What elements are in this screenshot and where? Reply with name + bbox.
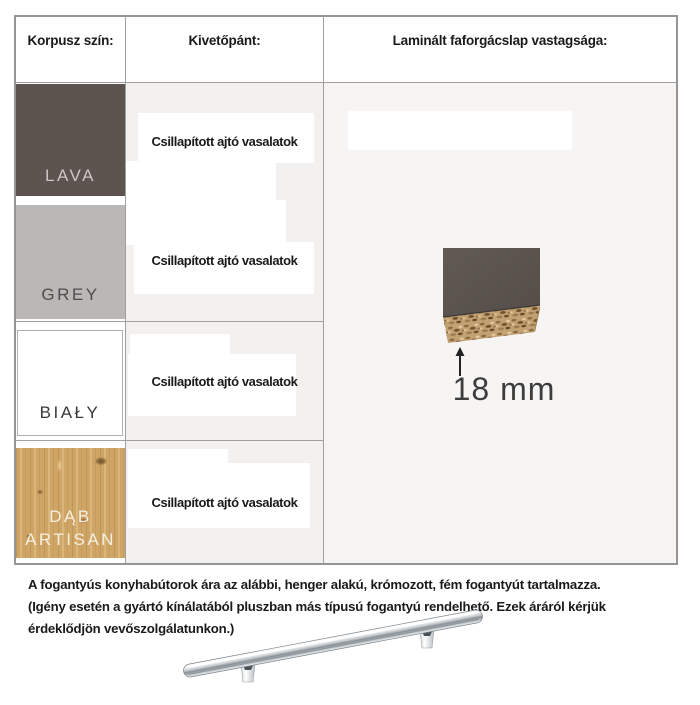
white-patch xyxy=(348,111,572,150)
thickness-value: 18 mm xyxy=(452,371,556,407)
thickness-cell xyxy=(324,83,676,563)
white-patch xyxy=(126,200,286,245)
lava-label: LAVA xyxy=(45,166,96,186)
bialy-swatch xyxy=(17,330,123,436)
header-korpusz-szin-label: Korpusz szín: xyxy=(27,33,114,48)
header-vastagsag xyxy=(324,17,676,83)
color-cell-bialy xyxy=(16,322,126,441)
color-cell-lava xyxy=(16,83,126,200)
dab-artisan-swatch xyxy=(16,448,125,558)
header-kivetopant xyxy=(126,17,324,83)
hinge-text-3: Csillapított ajtó vasalatok xyxy=(151,373,298,389)
chrome-handle-image xyxy=(175,606,505,700)
color-cell-grey xyxy=(16,200,126,322)
handle-note-line-2: (Igény esetén a gyártó kínálatából pluszban más típusú fogantyú rendelhető. Ezek áráról kérjük xyxy=(28,599,606,614)
dab-artisan-label: DĄB ARTISAN xyxy=(25,507,116,550)
header-vastagsag-label: Laminált faforgácslap vastagsága: xyxy=(392,33,608,48)
bialy-label: BIAŁY xyxy=(39,403,101,423)
hinge-cell-1 xyxy=(126,83,324,200)
grey-label: GREY xyxy=(41,285,100,305)
hinge-cell-4 xyxy=(126,441,324,563)
chipboard-panel-image xyxy=(437,243,542,348)
header-korpusz-szin xyxy=(16,17,126,83)
grey-swatch xyxy=(16,205,125,319)
handle-note-line-1: A fogantyús konyhabútorok ára az alábbi, henger alakú, krómozott, fém fogantyút tartalmazza. xyxy=(28,577,601,592)
hinge-text-2: Csillapított ajtó vasalatok xyxy=(151,253,298,268)
hinge-cell-3 xyxy=(126,322,324,441)
hinge-cell-2 xyxy=(126,200,324,322)
hinge-text-4: Csillapított ajtó vasalatok xyxy=(151,494,298,510)
hinge-text-1: Csillapított ajtó vasalatok xyxy=(151,134,298,149)
header-kivetopant-label: Kivetőpánt: xyxy=(188,33,261,48)
color-cell-dab-artisan xyxy=(16,441,126,563)
lava-swatch xyxy=(16,84,125,196)
white-patch xyxy=(134,242,314,294)
handle-note-line-3: érdeklődjön vevőszolgálatunkon.) xyxy=(28,621,235,636)
white-patch xyxy=(126,161,276,200)
spec-table xyxy=(14,15,678,565)
